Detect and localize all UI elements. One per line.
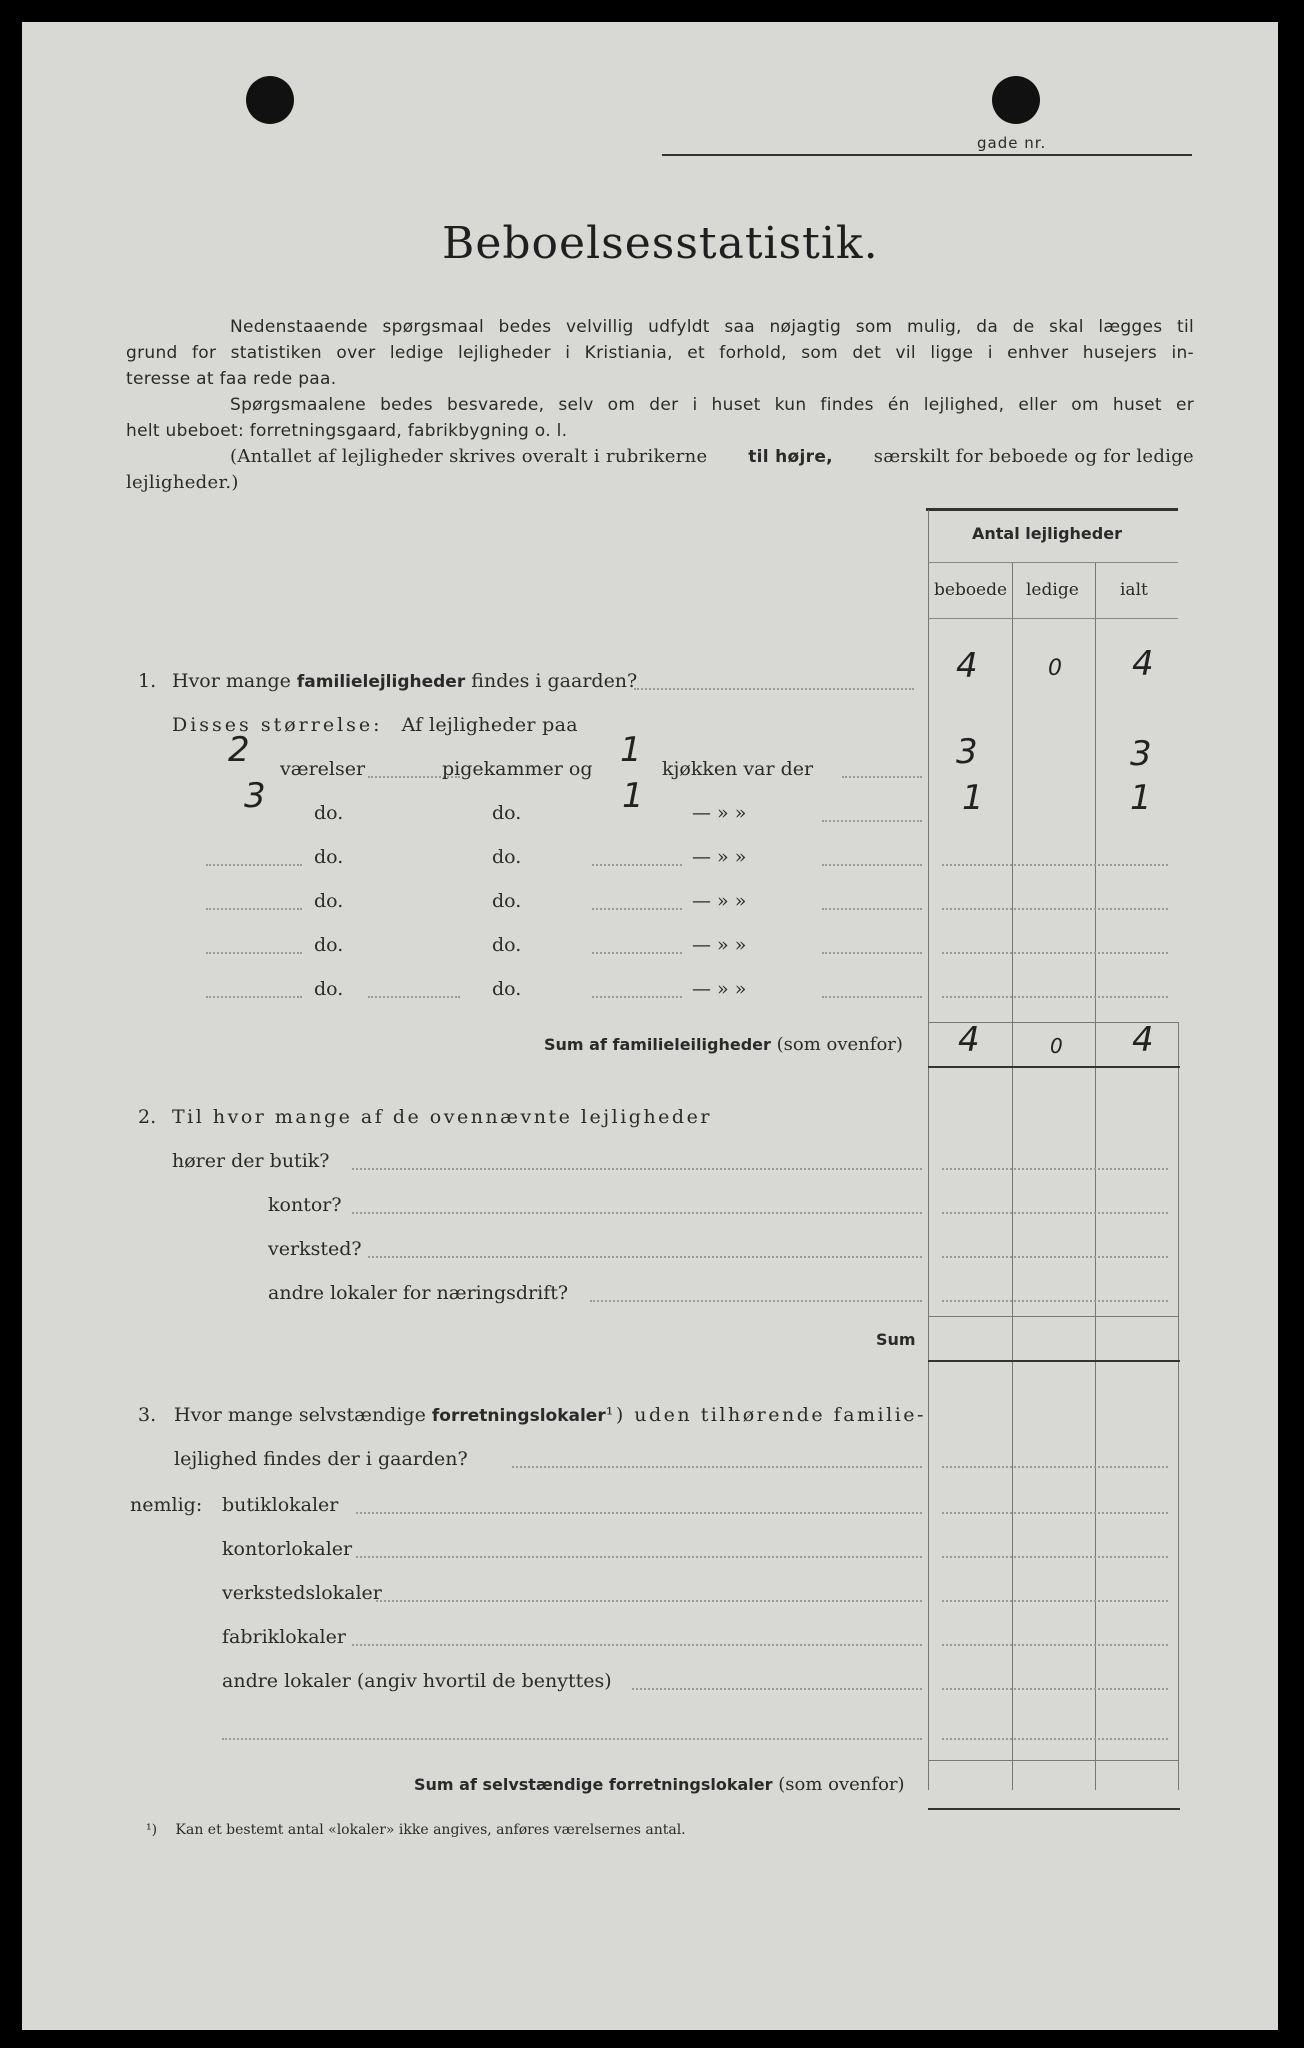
q1-text — [172, 670, 637, 692]
intro-p3-l1 — [230, 444, 1194, 470]
q1-number: 1. — [138, 670, 157, 692]
q3-cells-dots-1 — [942, 1466, 1168, 1468]
intro-p3-l2: lejligheder.) — [126, 472, 239, 493]
footnote — [146, 1822, 686, 1838]
table-group-header: Antal lejligheder — [972, 524, 1122, 543]
page-title: Beboelsesstatistik. — [442, 218, 879, 269]
row2-beboede: 1 — [962, 778, 984, 818]
q3-item-1-leader — [356, 1512, 922, 1514]
row4-kitchen-line — [592, 908, 682, 910]
q2-line3: kontor? — [268, 1194, 342, 1216]
size-label-b: Af lejligheder paa — [401, 714, 578, 736]
q2-line1: Til hvor mange af de ovennævnte lejligheder — [172, 1106, 712, 1128]
row1-leader — [842, 776, 922, 778]
intro-p2-l2: helt ubeboet: forretningsgaard, fabrikbygning o. l. — [126, 421, 568, 441]
row3-c3: — » » — [692, 846, 747, 868]
q3-cells-dots-5 — [942, 1644, 1168, 1646]
q2-sum-top-rule — [928, 1316, 1178, 1317]
q3-item-4-leader — [352, 1644, 922, 1646]
q1-sum-ialt: 4 — [1132, 1020, 1154, 1060]
q3-sum-label — [414, 1774, 905, 1795]
q3-sum-bottom-rule — [928, 1808, 1180, 1810]
row4-c3: — » » — [692, 890, 747, 912]
row2-leader — [822, 820, 922, 822]
q3-cells-dots-3 — [942, 1556, 1168, 1558]
row5-c2: do. — [492, 934, 522, 956]
q3-item-4: fabriklokaler — [222, 1626, 346, 1648]
q1-sum-beboede: 4 — [958, 1020, 980, 1060]
q1-text-a: Hvor mange — [172, 670, 291, 692]
q3-cells-dots-7 — [942, 1738, 1168, 1740]
q3-item-3: verkstedslokaler — [222, 1582, 382, 1604]
row5-leader — [822, 952, 922, 954]
row2-ialt: 1 — [1130, 778, 1152, 818]
q3-item-2-leader — [356, 1556, 922, 1558]
row4-rooms-line — [206, 908, 302, 910]
table-subheader-rule — [928, 618, 1178, 619]
q3-nemlig: nemlig: — [130, 1494, 203, 1516]
col-header-beboede: beboede — [934, 580, 1008, 600]
row5-c3: — » » — [692, 934, 747, 956]
q3-cells-dots-4 — [942, 1600, 1168, 1602]
q3-item-3-leader — [376, 1600, 922, 1602]
q2-line5-leader — [590, 1300, 922, 1302]
q2-line3-leader — [352, 1212, 922, 1214]
q3-cells-dots-6 — [942, 1688, 1168, 1690]
row4-c1: do. — [314, 890, 344, 912]
q3-sum-label-a: Sum af selvstændige forretningslokaler — [414, 1775, 773, 1794]
q3-cells-dots-2 — [942, 1512, 1168, 1514]
table-col-left — [928, 510, 929, 1790]
gade-label: gade nr. — [977, 134, 1047, 152]
q1-cells-dots-1 — [942, 864, 1168, 866]
q3-number: 3. — [138, 1404, 157, 1426]
q1-answer-beboede: 4 — [956, 646, 978, 686]
intro-p3-bold: til højre, — [748, 447, 833, 467]
form-sheet — [22, 22, 1278, 2030]
q2-cells-dots-3 — [942, 1256, 1168, 1258]
q3-line1-a: Hvor mange selvstændige — [174, 1404, 426, 1426]
row1-rooms: 2 — [228, 730, 250, 770]
row3-rooms-line — [206, 864, 302, 866]
table-col-sep1 — [1012, 562, 1013, 1790]
row2-kitchen: 1 — [622, 776, 644, 816]
q1-text-bold: familielejligheder — [296, 672, 466, 692]
q3-sum-top-rule — [928, 1760, 1178, 1761]
q2-line5: andre lokaler for næringsdrift? — [268, 1282, 569, 1304]
punch-hole-left — [246, 76, 294, 124]
q2-cells-dots-2 — [942, 1212, 1168, 1214]
row5-c1: do. — [314, 934, 344, 956]
footnote-text: Kan et bestemt antal «lokaler» ikke angives, anføres værelsernes antal. — [175, 1822, 686, 1838]
row3-c2: do. — [492, 846, 522, 868]
row6-c1: do. — [314, 978, 344, 1000]
row6-c3: — » » — [692, 978, 747, 1000]
row6-rooms-line — [206, 996, 302, 998]
q3-line1-bold: forretningslokaler — [431, 1406, 606, 1426]
col-header-ialt: ialt — [1120, 580, 1148, 600]
footnote-mark: ¹) — [146, 1822, 158, 1838]
q1-sum-label — [544, 1034, 903, 1055]
intro-p1-l2: grund for statistiken over ledige lejligheder i Kristiania, et forhold, som det vil ligge i enhver husejers in- — [126, 343, 1194, 363]
q2-sum-label: Sum — [876, 1330, 916, 1349]
row1-ialt: 3 — [1130, 734, 1152, 774]
q2-cells-dots-4 — [942, 1300, 1168, 1302]
row3-kitchen-line — [592, 864, 682, 866]
row1-beboede: 3 — [956, 732, 978, 772]
col-header-ledige: ledige — [1026, 580, 1079, 600]
q1-sum-label-b: (som ovenfor) — [776, 1034, 903, 1055]
row4-c2: do. — [492, 890, 522, 912]
q2-sum-bottom-rule — [928, 1360, 1180, 1362]
table-top-rule — [926, 508, 1178, 511]
q1-cells-dots-2 — [942, 908, 1168, 910]
table-col-right — [1178, 1022, 1179, 1790]
row2-c2: do. — [492, 802, 522, 824]
row4-leader — [822, 908, 922, 910]
row1-kitchen: 1 — [620, 730, 642, 770]
q2-line4-leader — [368, 1256, 922, 1258]
q3-item-2: kontorlokaler — [222, 1538, 353, 1560]
q1-cells-dots-3 — [942, 952, 1168, 954]
table-col-sep2 — [1095, 562, 1096, 1790]
row2-rooms: 3 — [244, 776, 266, 816]
q3-item-5: andre lokaler (angiv hvortil de benyttes) — [222, 1670, 612, 1692]
row5-kitchen-line — [592, 952, 682, 954]
gade-line — [662, 154, 1192, 156]
q1-text-c: findes i gaarden? — [471, 670, 638, 692]
q1-sum-ledige: 0 — [1050, 1034, 1063, 1058]
q1-answer-ledige: 0 — [1048, 656, 1062, 681]
intro-p2-l1: Spørgsmaalene bedes besvarede, selv om der i huset kun findes én lejlighed, eller om huset er — [230, 395, 1194, 415]
row6-mid-line — [368, 996, 460, 998]
intro-p3-a: (Antallet af lejligheder skrives overalt i rubrikerne — [230, 446, 708, 467]
intro-p1-l3: teresse at faa rede paa. — [126, 369, 337, 389]
q2-cells-dots-1 — [942, 1168, 1168, 1170]
row2-c1: do. — [314, 802, 344, 824]
q1-sum-label-a: Sum af familieleiligheder — [544, 1035, 771, 1054]
q3-item-5-leader — [632, 1688, 922, 1690]
row6-c2: do. — [492, 978, 522, 1000]
q2-line2: hører der butik? — [172, 1150, 330, 1172]
q3-line1-c: ¹) uden tilhørende familie- — [605, 1404, 926, 1426]
row1-c1: værelser — [280, 758, 366, 780]
intro-p1-l1: Nedenstaaende spørgsmaal bedes velvillig udfyldt saa nøjagtig som mulig, da de skal lægges til — [230, 317, 1194, 337]
q3-line1 — [174, 1404, 926, 1426]
q1-sum-bottom-rule — [928, 1066, 1180, 1068]
q3-blank-line — [222, 1738, 922, 1740]
row2-c3: — » » — [692, 802, 747, 824]
row6-kitchen-line — [592, 996, 682, 998]
q2-line4: verksted? — [268, 1238, 362, 1260]
intro-p3-c: særskilt for beboede og for ledige — [873, 446, 1194, 467]
q3-item-1: butiklokaler — [222, 1494, 339, 1516]
q3-line2-leader — [512, 1466, 922, 1468]
row3-leader — [822, 864, 922, 866]
q1-dot-leader — [634, 688, 914, 690]
size-label-a: Disses størrelse: — [172, 714, 383, 736]
q3-sum-label-b: (som ovenfor) — [778, 1774, 905, 1795]
table-header-rule — [928, 562, 1178, 563]
row1-c3: kjøkken var der — [662, 758, 814, 780]
row5-rooms-line — [206, 952, 302, 954]
q3-line2: lejlighed findes der i gaarden? — [174, 1448, 468, 1470]
q1-answer-ialt: 4 — [1132, 644, 1154, 684]
row1-c2: pigekammer og — [442, 758, 593, 780]
punch-hole-right — [992, 76, 1040, 124]
q2-line2-leader — [352, 1168, 922, 1170]
row6-leader — [822, 996, 922, 998]
row3-c1: do. — [314, 846, 344, 868]
q2-number: 2. — [138, 1106, 157, 1128]
q1-cells-dots-4 — [942, 996, 1168, 998]
